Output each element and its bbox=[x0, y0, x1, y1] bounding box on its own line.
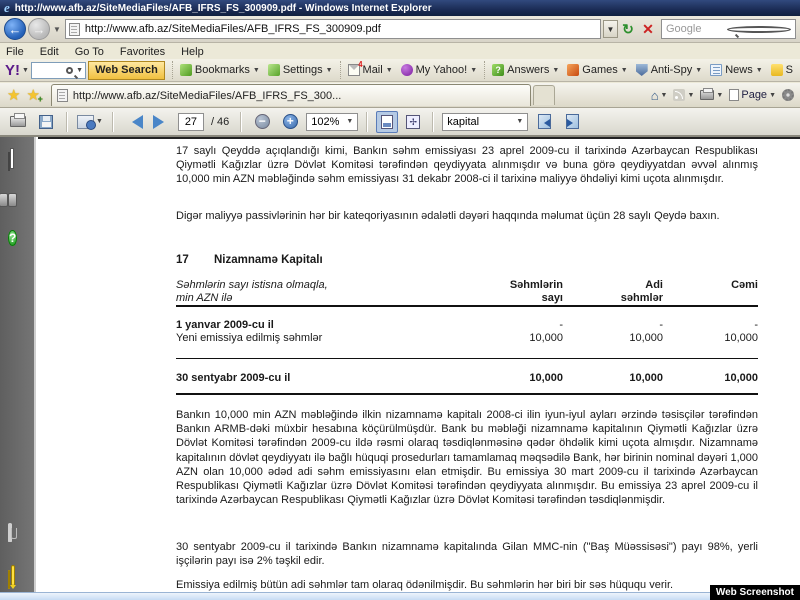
games-icon bbox=[567, 64, 579, 76]
share-capital-table-header bbox=[176, 279, 758, 304]
tab-title: http://www.afb.az/SiteMediaFiles/AFB_IFRS_FS_300... bbox=[72, 89, 342, 102]
help-button[interactable] bbox=[8, 229, 17, 247]
yahoo-games-button[interactable]: Games ▼ bbox=[567, 64, 627, 76]
pdf-page bbox=[38, 137, 800, 592]
zoom-out-button[interactable] bbox=[250, 110, 274, 134]
google-search-input[interactable] bbox=[661, 19, 796, 39]
column-header: Cəmi bbox=[731, 279, 758, 291]
paragraph: Bankın 10,000 min AZN məbləğində ilkin nizamnamə kapitalı 2008-ci ilin iyun-iyul ayları ərzində təsisçilər tərəfindən Bankın ARMB-dəki müxbir hesabına köçürülmüşdür. Bank bu məbləği nizamnamə kapitalının Qiymətli Kağızlar üzrə Dövlət Komitəsi tərəfindən 2009-cu ildə rəsmi olaraq təsdiqlənməsinə qədər öhdəlik kimi uçota almışdır. Nizamnamə kapitalının dövlət qeydiyyatı ilə bağlı hüquqi prosedurları tamamlamaq məqsədilə Bank, hər birinin nominal dəyəri 1,000 AZN olan 10,000 ədəd adi səhm emissiyasını elan etmişdir. Bu emissiya 30 mart 2009-cu il tarixində Azərbaycan Respublikası Qiymətli Kağızlar üzrə Dövlət Komitəsi tərəfindən qeydiyyata alınmışdır. Bu emissiya 23 aprel 2009-cu il tarixində Azərbaycan Respublikası Qiymətli Kağızlar üzrə Dövlət Komitəsi tərəfindən təsdiqlənmişdir. bbox=[176, 409, 758, 507]
answers-icon: ? bbox=[492, 64, 504, 76]
table-row: 1 yanvar 2009-cu il - - - bbox=[176, 319, 758, 331]
horizontal-scrollbar[interactable] bbox=[0, 592, 800, 600]
toolbar-separator bbox=[366, 112, 368, 132]
section-heading bbox=[176, 253, 758, 267]
pdf-navigation-sidebar bbox=[0, 137, 36, 592]
back-button[interactable]: ← bbox=[4, 18, 26, 40]
previous-page-icon bbox=[125, 115, 143, 129]
shopping-icon bbox=[771, 64, 783, 76]
fullscreen-icon: ✢ bbox=[406, 115, 420, 129]
yahoo-search-icon[interactable] bbox=[66, 67, 73, 74]
menu-file[interactable]: File bbox=[6, 45, 24, 58]
yahoo-logo-icon[interactable]: Y! bbox=[5, 61, 20, 79]
menu-favorites[interactable]: Favorites bbox=[119, 45, 166, 58]
paragraph: Emissiya edilmiş bütün adi səhmlər tam olaraq ödənilmişdir. Bu səhmlərin hər biri bir səs hüququ verir. bbox=[176, 579, 674, 591]
toolbar-separator bbox=[112, 112, 114, 132]
menu-goto[interactable]: Go To bbox=[74, 45, 104, 58]
yahoo-search-dropdown-icon[interactable]: ▼ bbox=[76, 66, 84, 74]
refresh-button[interactable]: ↻ bbox=[622, 20, 634, 37]
forward-button[interactable]: → bbox=[28, 18, 50, 40]
fullscreen-mode-button[interactable] bbox=[402, 111, 424, 133]
page-total-label: / 46 bbox=[210, 115, 230, 128]
email-icon bbox=[77, 115, 94, 129]
menu-help[interactable]: Help bbox=[181, 45, 204, 58]
home-icon: ⌂ bbox=[650, 87, 659, 103]
toolbar-separator bbox=[66, 112, 68, 132]
address-input[interactable] bbox=[65, 19, 601, 39]
search-icon[interactable] bbox=[727, 26, 792, 33]
pdf-save-button[interactable] bbox=[34, 110, 58, 134]
yahoo-toolbar bbox=[0, 59, 800, 82]
yahoo-answers-button[interactable]: ? Answers ▼ bbox=[492, 64, 559, 76]
toolbar-separator bbox=[340, 61, 341, 79]
find-next-icon bbox=[566, 114, 579, 129]
save-icon bbox=[39, 115, 53, 129]
page-number-input[interactable] bbox=[178, 113, 204, 131]
menu-bar bbox=[0, 44, 800, 59]
toolbar-separator bbox=[484, 61, 485, 79]
stop-button[interactable]: ✕ bbox=[642, 20, 654, 37]
web-screenshot-badge: Web Screenshot bbox=[710, 585, 800, 600]
attachments-panel-button[interactable] bbox=[8, 525, 12, 543]
chevron-down-icon: ▼ bbox=[516, 118, 524, 125]
printer-icon bbox=[10, 116, 26, 127]
zoom-out-icon: − bbox=[255, 114, 270, 129]
tools-menu-button[interactable] bbox=[780, 89, 796, 101]
table-rule bbox=[176, 393, 758, 395]
find-previous-icon bbox=[538, 114, 551, 129]
scrolling-mode-button[interactable] bbox=[376, 111, 398, 133]
find-next-button[interactable] bbox=[560, 110, 584, 134]
my-yahoo-button[interactable]: My Yahoo! ▼ bbox=[401, 64, 478, 76]
toolbar-separator bbox=[240, 112, 242, 132]
help-icon: ? bbox=[9, 231, 17, 245]
zoom-in-icon: + bbox=[283, 114, 298, 129]
page-menu-label: Page bbox=[741, 89, 768, 101]
yahoo-logo-dropdown-icon[interactable]: ▼ bbox=[22, 66, 29, 74]
table-rule bbox=[176, 305, 758, 307]
address-dropdown-button[interactable]: ▼ bbox=[603, 20, 618, 38]
add-favorite-icon[interactable]: ★ + bbox=[26, 86, 39, 104]
bookmark-icon bbox=[180, 64, 192, 76]
toolbar-separator bbox=[432, 112, 434, 132]
pdf-content-area bbox=[0, 137, 800, 592]
web-search-button[interactable]: Web Search bbox=[88, 61, 165, 80]
yahoo-mail-button[interactable]: 4 Mail ▼ bbox=[348, 64, 393, 76]
section-title: Nizamnamə Kapitalı bbox=[214, 254, 323, 266]
find-input[interactable] bbox=[442, 113, 528, 131]
column-header: Səhmlərin sayı bbox=[509, 279, 563, 304]
address-bar bbox=[0, 16, 800, 43]
next-page-icon bbox=[153, 115, 171, 129]
yahoo-news-button[interactable]: News ▼ bbox=[710, 64, 762, 76]
tab-bar bbox=[0, 83, 800, 108]
home-button[interactable]: ⌂ ▼ bbox=[650, 87, 668, 103]
comments-icon bbox=[8, 570, 10, 589]
pages-icon bbox=[8, 152, 10, 171]
pdf-email-button[interactable]: ▼ bbox=[76, 110, 104, 134]
ie-logo-icon: e bbox=[4, 0, 10, 15]
yahoo-search-input[interactable] bbox=[31, 62, 86, 79]
address-url[interactable]: http://www.afb.az/SiteMediaFiles/AFB_IFRS_FS_300909.pdf bbox=[84, 23, 381, 35]
zoom-level-value: 102% bbox=[311, 115, 340, 128]
table-caption: Səhmlərin sayı istisna olmaqla, min AZN ilə bbox=[176, 279, 328, 304]
yahoo-bookmarks-button[interactable]: Bookmarks ▼ bbox=[180, 64, 260, 76]
my-yahoo-icon bbox=[401, 64, 413, 76]
column-header: Adi səhmlər bbox=[620, 279, 663, 304]
chevron-down-icon: ▼ bbox=[346, 118, 354, 125]
gear-icon bbox=[782, 89, 794, 101]
anti-spy-button[interactable]: Anti-Spy ▼ bbox=[636, 64, 703, 76]
settings-icon bbox=[268, 64, 280, 76]
zoom-in-button[interactable] bbox=[278, 110, 302, 134]
active-tab[interactable] bbox=[51, 84, 531, 106]
paperclip-icon bbox=[8, 523, 12, 542]
scrolling-mode-icon bbox=[381, 115, 393, 129]
paragraph: 17 saylı Qeyddə açıqlandığı kimi, Bankın səhm emissiyası 23 aprel 2009-cu il tarixində Azərbaycan Respublikası Qiymətli Kağızlar üzrə Dövlət Komitəsi tərəfindən qeydiyyata alınmışdır və buna görə qeydiyyatdan əvvəl alınmış 10,000 min AZN məbləğində səhm emissiyası 31 dekabr 2008-ci il tarixinə maliyyə öhdəliyi kimi uçota alınmışdır. bbox=[176, 145, 758, 186]
favicon-icon bbox=[69, 23, 80, 36]
printer-icon bbox=[700, 90, 714, 100]
find-previous-button[interactable] bbox=[532, 110, 556, 134]
yahoo-settings-button[interactable]: Settings ▼ bbox=[268, 64, 333, 76]
news-icon bbox=[710, 64, 722, 76]
favorites-center-icon[interactable]: ★ bbox=[7, 87, 21, 104]
menu-edit[interactable]: Edit bbox=[39, 45, 59, 58]
next-page-button[interactable] bbox=[150, 110, 174, 134]
table-row: 30 sentyabr 2009-cu il 10,000 10,000 10,000 bbox=[176, 372, 758, 384]
table-row: Yeni emissiya edilmiş səhmlər 10,000 10,000 10,000 bbox=[176, 332, 758, 344]
window-title: http://www.afb.az/SiteMediaFiles/AFB_IFRS_FS_300909.pdf - Windows Internet Explorer bbox=[14, 2, 432, 14]
title-bar bbox=[0, 0, 800, 16]
paragraph: 30 sentyabr 2009-cu il tarixində Bankın nizamnamə kapitalında Gilan MMC-nin ("Baş Müəssisəsi") payı 98%, yerli işçilərin payı isə 2% təşkil edir. bbox=[176, 541, 758, 568]
google-search-placeholder: Google bbox=[666, 23, 702, 35]
section-number: 17 bbox=[176, 254, 189, 266]
new-tab-button[interactable] bbox=[533, 85, 555, 105]
page-icon bbox=[729, 89, 739, 101]
history-dropdown-icon[interactable]: ▼ bbox=[53, 24, 61, 34]
pdf-print-button[interactable] bbox=[6, 110, 30, 134]
pdf-toolbar bbox=[0, 108, 800, 137]
shield-icon bbox=[636, 64, 648, 76]
find-value: kapital bbox=[447, 115, 480, 128]
previous-page-button[interactable] bbox=[122, 110, 146, 134]
print-button[interactable]: ▼ bbox=[698, 90, 725, 100]
mail-badge: 4 bbox=[358, 60, 363, 69]
zoom-level-select[interactable] bbox=[306, 113, 358, 131]
yahoo-shopping-button[interactable]: S bbox=[771, 64, 793, 76]
pages-panel-button[interactable] bbox=[8, 153, 10, 171]
feeds-button[interactable]: ▼ bbox=[671, 89, 696, 101]
mail-icon bbox=[348, 60, 363, 76]
page-menu-button[interactable]: Page ▼ bbox=[727, 89, 778, 101]
rss-icon bbox=[673, 89, 685, 101]
table-rule bbox=[176, 358, 758, 359]
tab-favicon-icon bbox=[57, 89, 68, 102]
paragraph: Digər maliyyə passivlərinin hər bir kateqoriyasının ədalətli dəyəri haqqında məlumat üçün 28 saylı Qeydə baxın. bbox=[176, 210, 720, 222]
toolbar-separator bbox=[172, 61, 173, 79]
comments-panel-button[interactable] bbox=[8, 571, 10, 589]
